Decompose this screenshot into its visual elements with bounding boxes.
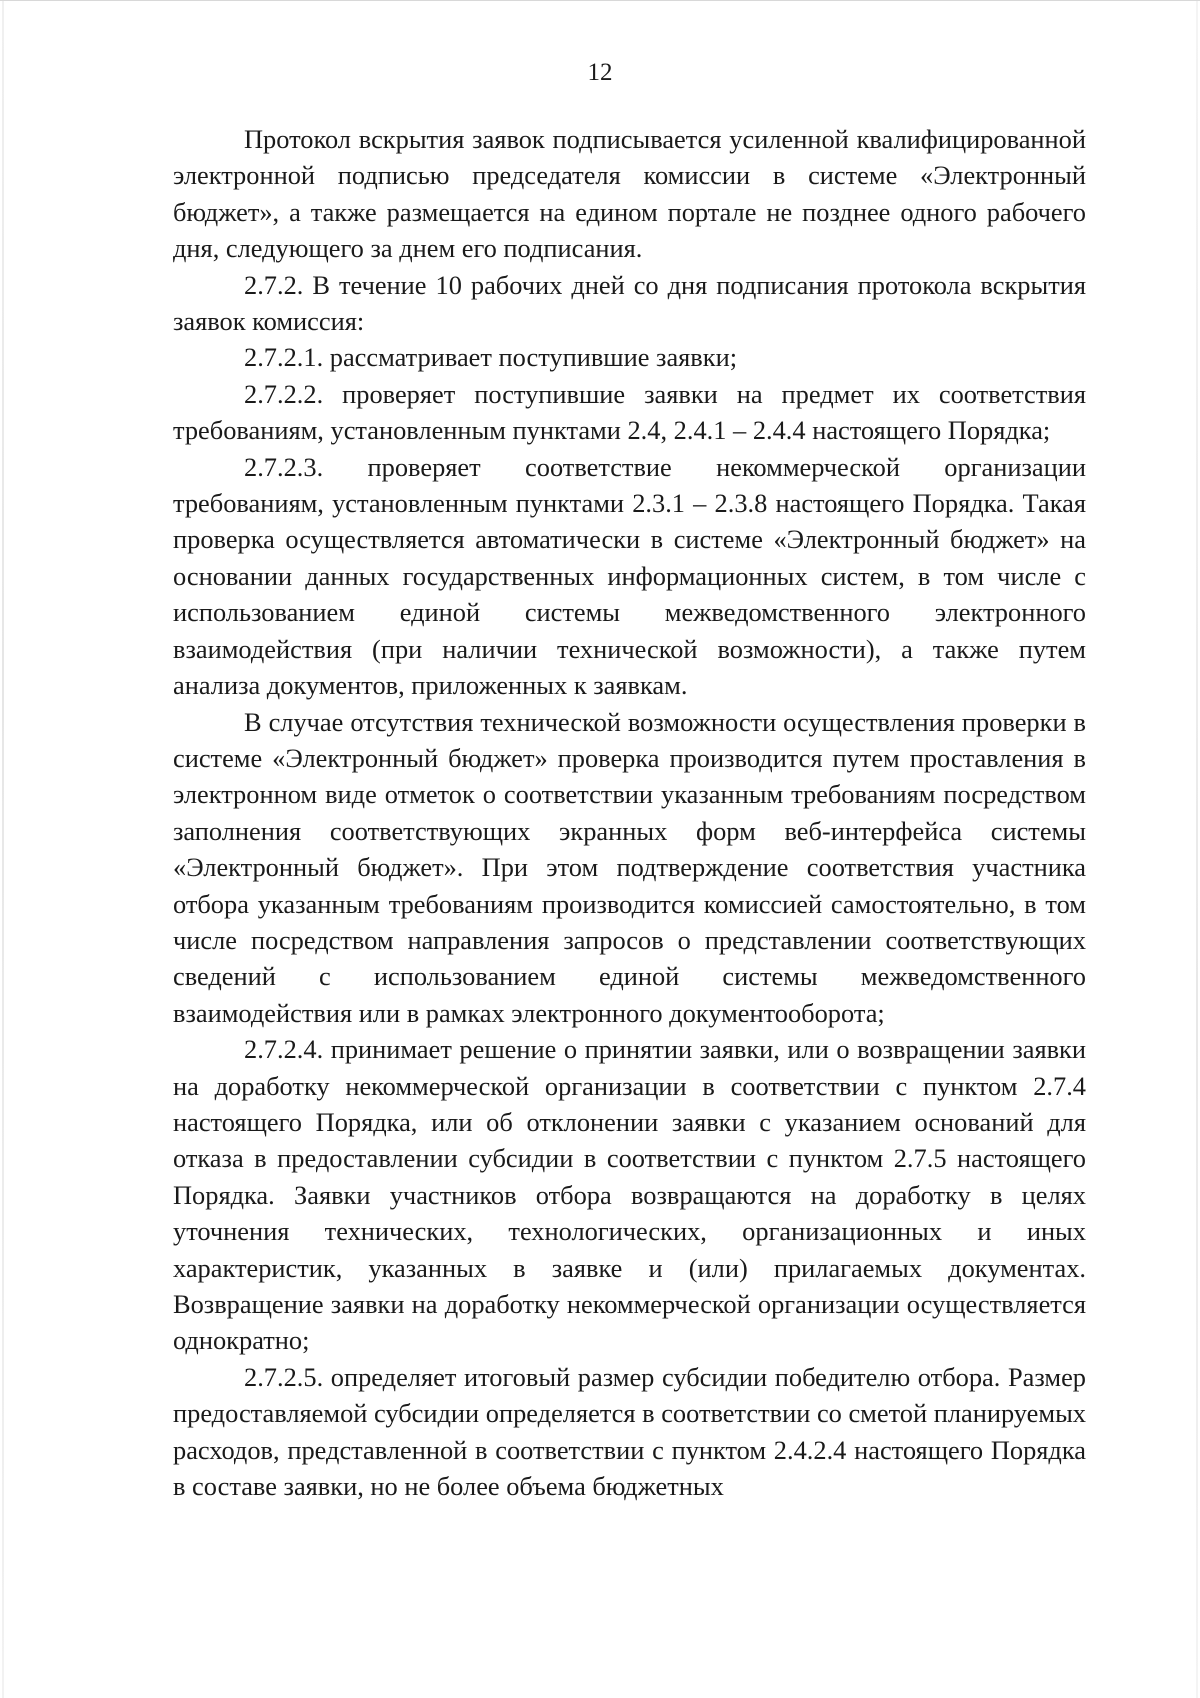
paragraph-2-7-2: 2.7.2. В течение 10 рабочих дней со дня подписания протокола вскрытия заявок комиссия: — [173, 269, 1086, 337]
paragraph-2-7-2-2: 2.7.2.2. проверяет поступившие заявки на предмет их соответствия требованиям, установленным пунктами 2.4, 2.4.1 – 2.4.4 настоящего Порядка; — [173, 378, 1086, 446]
scan-edge-left — [2, 1, 4, 1698]
scan-edge-right — [1196, 1, 1198, 1698]
document-body — [173, 121, 1086, 1504]
paragraph-2-7-2-1: 2.7.2.1. рассматривает поступившие заявки; — [244, 342, 738, 373]
paragraph-2-7-2-3: 2.7.2.3. проверяет соответствие некоммерческой организации требованиям, установленным пунктами 2.3.1 – 2.3.8 настоящего Порядка. Такая проверка осуществляется автоматически в системе «Электронный бюджет» на основании данных государственных информационных систем, в том числе с использованием единой системы межведомственного электронного взаимодействия (при наличии технической возможности), а также путем анализа документов, приложенных к заявкам. — [173, 451, 1086, 701]
page-number: 12 — [587, 59, 613, 86]
paragraph-2-7-2-4: 2.7.2.4. принимает решение о принятии заявки, или о возвращении заявки на доработку некоммерческой организации в соответствии с пунктом 2.7.4 настоящего Порядка, или об отклонении заявки с указанием оснований для отказа в предоставлении субсидии в соответствии с пунктом 2.7.5 настоящего Порядка. Заявки участников отбора возвращаются на доработку в целях уточнения технических, технологических, организационных и иных характеристик, указанных в заявке и (или) прилагаемых документах. Возвращение заявки на доработку некоммерческой организации осуществляется однократно; — [173, 1034, 1086, 1356]
paragraph-protocol-signing: Протокол вскрытия заявок подписывается усиленной квалифицированной электронной подписью председателя комиссии в системе «Электронный бюджет», а также размещается на едином портале не позднее одного рабочего дня, следующего за днем его подписания. — [173, 124, 1086, 264]
paragraph-no-technical-possibility: В случае отсутствия технической возможности осуществления проверки в системе «Электронный бюджет» проверка производится путем проставления в электронном виде отметок о соответствии указанным требованиям посредством заполнения соответствующих экранных форм веб-интерфейса системы «Электронный бюджет». При этом подтверждение соответствия участника отбора указанным требованиям производится комиссией самостоятельно, в том числе посредством направления запросов о представлении соответствующих сведений с использованием единой системы межведомственного взаимодействия или в рамках электронного документооборота; — [173, 706, 1086, 1028]
paragraph-2-7-2-5: 2.7.2.5. определяет итоговый размер субсидии победителю отбора. Размер предоставляемой субсидии определяется в соответствии со сметой планируемых расходов, представленной в соответствии с пунктом 2.4.2.4 настоящего Порядка в составе заявки, но не более объема бюджетных — [173, 1361, 1086, 1502]
